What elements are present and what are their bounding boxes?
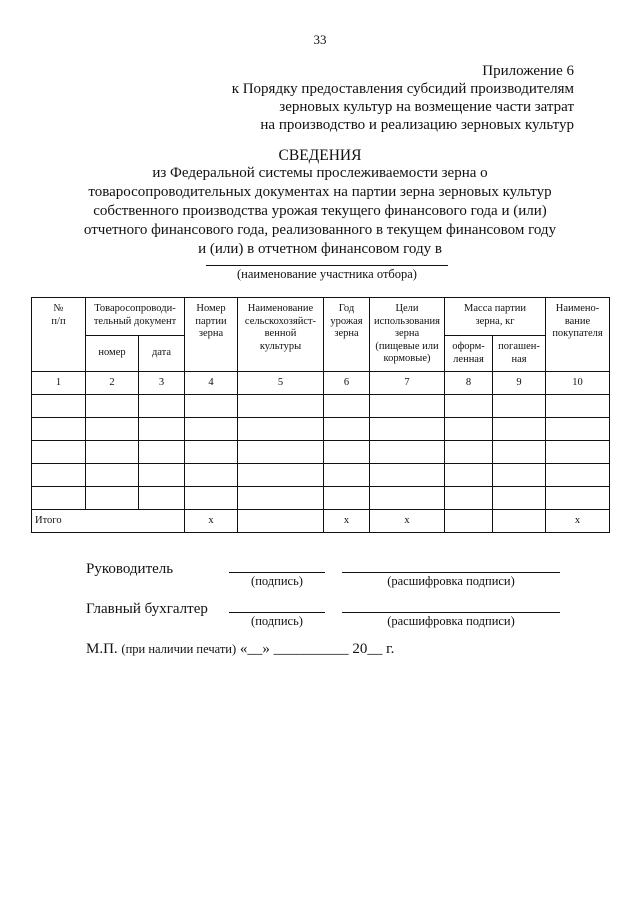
table-cell[interactable] [370,441,445,464]
table-cell[interactable] [445,487,493,510]
table-cell[interactable] [445,395,493,418]
table-cell[interactable] [32,464,86,487]
table-cell[interactable] [324,464,370,487]
table-row [32,418,610,441]
subtitle-line: из Федеральной системы прослеживаемости зерна о [152,165,488,181]
total-row [32,510,610,533]
stamp-note: (при наличии печати) [121,642,237,656]
table-cell[interactable] [493,464,546,487]
header-lot-number: Номер партии зерна [185,298,238,372]
table-cell[interactable] [546,395,610,418]
subtitle-line: товаросопроводительных документах на партии зерна зерновых культур [88,184,552,200]
header-mass-issued: оформ- ленная [445,336,493,372]
column-number: 8 [445,372,493,395]
appendix-block [154,62,574,134]
table-cell[interactable] [32,418,86,441]
table-cell[interactable] [546,487,610,510]
total-mark: x [546,510,610,533]
accountant-signature-line[interactable] [229,612,325,613]
table-cell[interactable] [324,418,370,441]
participant-caption: (наименование участника отбора) [237,267,417,281]
table-cell[interactable] [32,441,86,464]
table-cell[interactable] [493,441,546,464]
document-subtitle [70,164,570,259]
accountant-label: Главный бухгалтер [86,601,208,617]
table-cell[interactable] [139,441,185,464]
header-harvest-year: Год урожая зерна [324,298,370,372]
header-crop-name: Наименование сельскохозяйст- венной культуры [238,298,324,372]
column-number: 4 [185,372,238,395]
table-cell[interactable] [238,418,324,441]
table-cell[interactable] [238,487,324,510]
header-document-date: дата [139,336,185,372]
table-cell[interactable] [86,487,139,510]
table-cell[interactable] [324,395,370,418]
table-cell[interactable] [546,464,610,487]
table-cell[interactable] [139,418,185,441]
accountant-decode-caption: (расшифровка подписи) [387,614,515,628]
table-cell[interactable] [139,395,185,418]
table-cell[interactable] [238,441,324,464]
head-decode-line[interactable] [342,572,560,573]
head-signature-line[interactable] [229,572,325,573]
header-shipping-document: Товаросопроводи- тельный документ [86,298,185,336]
table-cell[interactable] [139,464,185,487]
table-cell[interactable] [493,487,546,510]
stamp-mp: М.П. [86,641,118,657]
column-number: 2 [86,372,139,395]
table-cell[interactable] [445,464,493,487]
grain-lots-table [31,297,610,533]
column-number-row [32,372,610,395]
table-cell[interactable] [493,418,546,441]
table-cell[interactable] [445,441,493,464]
table-cell[interactable] [493,395,546,418]
document-heading: СВЕДЕНИЯ [278,147,362,164]
table-cell[interactable] [238,464,324,487]
total-mark: x [370,510,445,533]
table-cell[interactable] [238,510,324,533]
column-number: 1 [32,372,86,395]
table-cell[interactable] [185,441,238,464]
participant-name-line[interactable] [206,265,448,266]
table-row [32,395,610,418]
table-cell[interactable] [324,487,370,510]
header-mass-redeemed: погашен- ная [493,336,546,372]
appendix-line: к Порядку предоставления субсидий производителям [231,81,574,97]
page-number: 33 [313,32,327,47]
column-number: 10 [546,372,610,395]
total-mark: x [185,510,238,533]
table-cell[interactable] [370,418,445,441]
header-row-number: № п/п [32,298,86,372]
table-cell[interactable] [185,395,238,418]
date-field[interactable]: «__» __________ 20__ г. [239,641,395,657]
column-number: 7 [370,372,445,395]
table-cell[interactable] [185,487,238,510]
accountant-signature-caption: (подпись) [251,614,303,628]
header-lot-mass: Масса партии зерна, кг [445,298,546,336]
table-cell[interactable] [86,464,139,487]
total-mark: x [324,510,370,533]
column-number: 6 [324,372,370,395]
table-cell[interactable] [324,441,370,464]
head-label: Руководитель [86,561,174,577]
table-cell[interactable] [86,418,139,441]
subtitle-line: отчетного финансового года, реализованного в текущем финансовом году [83,222,557,238]
table-cell[interactable] [185,464,238,487]
table-cell[interactable] [86,441,139,464]
table-cell[interactable] [370,464,445,487]
table-cell[interactable] [139,487,185,510]
table-cell[interactable] [185,418,238,441]
table-row [32,464,610,487]
subtitle-line: и (или) в отчетном финансовом году в [198,241,442,257]
column-number: 9 [493,372,546,395]
column-number: 3 [139,372,185,395]
header-usage-purpose: Цели использования зерна (пищевые или кормовые) [370,298,445,372]
table-cell[interactable] [86,395,139,418]
table-cell[interactable] [445,510,493,533]
table-cell[interactable] [32,487,86,510]
column-number: 5 [238,372,324,395]
table-cell[interactable] [546,418,610,441]
table-row [32,441,610,464]
table-cell[interactable] [493,510,546,533]
total-label: Итого [32,510,185,533]
table-cell[interactable] [370,395,445,418]
table-cell[interactable] [546,441,610,464]
table-row [32,487,610,510]
head-decode-caption: (расшифровка подписи) [387,574,515,588]
table-cell[interactable] [445,418,493,441]
header-document-number: номер [86,336,139,372]
appendix-line: на производство и реализацию зерновых культур [260,117,574,133]
head-signature-caption: (подпись) [251,574,303,588]
table-cell[interactable] [370,487,445,510]
accountant-decode-line[interactable] [342,612,560,613]
subtitle-line: собственного производства урожая текущего финансового года и (или) [93,203,547,219]
appendix-line: зерновых культур на возмещение части затрат [279,99,574,115]
appendix-title: Приложение 6 [482,63,574,79]
header-buyer-name: Наимено- вание покупателя [546,298,610,372]
table-cell[interactable] [32,395,86,418]
stamp-date-line [86,641,394,658]
table-cell[interactable] [238,395,324,418]
